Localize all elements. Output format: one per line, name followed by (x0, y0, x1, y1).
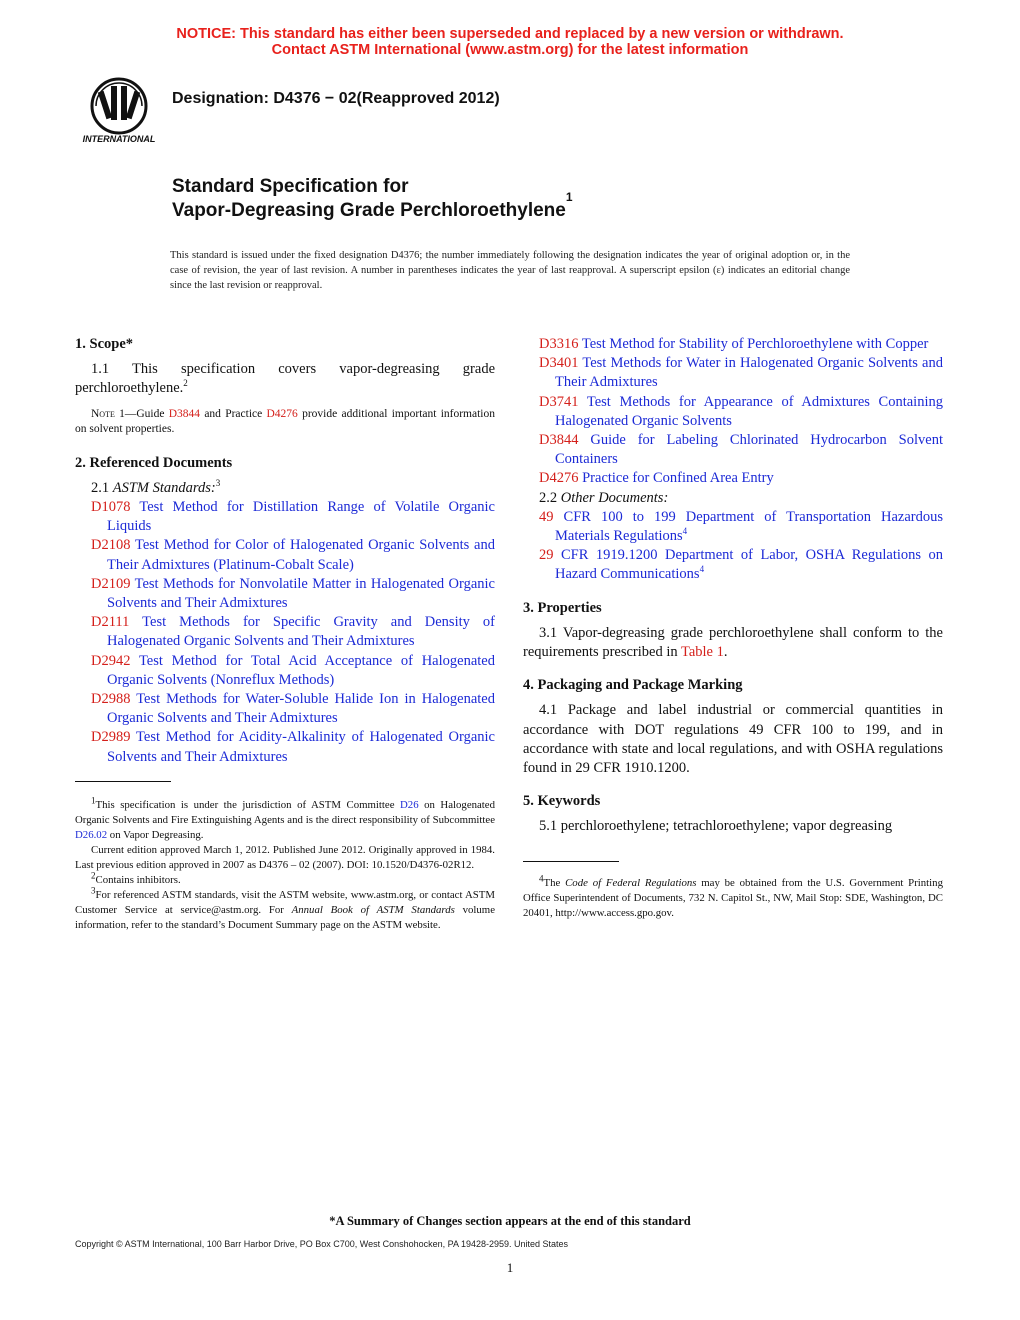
footnote-divider-right (523, 861, 619, 862)
copyright-line: Copyright © ASTM International, 100 Barr Harbor Drive, PO Box C700, West Conshohocken, PA 19428-2959. United States (75, 1239, 569, 1249)
document-title (172, 175, 573, 223)
fn3-text-b: volume information, refer to the standard’s Document Summary page on the ASTM website. (75, 903, 495, 931)
astm-logo-icon (76, 76, 162, 146)
note-text-c: provide additional important information on solvent properties. (75, 407, 495, 436)
right-footnotes (523, 873, 943, 921)
footnote-1 (75, 795, 495, 843)
astm-standards-footnote-ref: 3 (215, 477, 221, 488)
reference-item[interactable] (523, 354, 943, 392)
reference-item[interactable] (75, 613, 495, 651)
reference-item[interactable] (523, 393, 943, 431)
properties-text-a: 3.1 Vapor-degreasing grade perchloroethylene shall conform to the requirements prescribed in (523, 624, 943, 661)
scope-note (75, 407, 495, 438)
notice-line-2: Contact ASTM International (www.astm.org) for the latest information (271, 42, 749, 58)
reference-code-link[interactable]: D2109 (91, 575, 131, 592)
astm-standards-title: ASTM Standards: (112, 479, 216, 496)
reference-item[interactable] (75, 498, 495, 536)
reference-item[interactable] (523, 431, 943, 469)
reference-title[interactable]: Test Method for Stability of Perchloroethylene with Copper (578, 336, 929, 352)
section-keywords-heading: 5. Keywords (523, 793, 601, 810)
reference-code-link[interactable]: D3844 (539, 432, 579, 449)
reference-code-link[interactable]: D4276 (539, 470, 579, 487)
keywords-paragraph: 5.1 perchloroethylene; tetrachloroethylene; vapor degreasing (539, 818, 893, 835)
reference-footnote-ref: 4 (699, 564, 705, 575)
left-footnotes (75, 795, 495, 933)
reference-item[interactable] (523, 469, 943, 488)
reference-title[interactable]: Practice for Confined Area Entry (578, 470, 774, 487)
footnote-3 (75, 885, 495, 933)
reference-footnote-ref: 4 (682, 526, 688, 537)
note-text-a: —Guide (124, 407, 169, 420)
reference-item[interactable] (75, 652, 495, 690)
reference-code-link[interactable]: 29 (539, 547, 554, 564)
reference-title[interactable]: Test Methods for Specific Gravity and Density of Halogenated Organic Solvents and Their Admixtures (107, 614, 495, 650)
fn1-text-c: on Vapor Degreasing. (107, 828, 204, 841)
reference-code-link[interactable]: 49 (539, 508, 554, 525)
section-packaging-heading: 4. Packaging and Package Marking (523, 677, 743, 694)
other-reference-list (523, 508, 943, 585)
fn1-marker: 1 (91, 795, 96, 806)
fn4-italic: Code of Federal Regulations (565, 876, 697, 889)
reference-item[interactable] (523, 508, 943, 546)
fn4-marker: 4 (539, 873, 544, 884)
section-properties-heading: 3. Properties (523, 599, 602, 616)
scope-text: 1.1 This specification covers vapor-degreasing grade perchloroethylene. (75, 361, 495, 397)
note-link-d3844[interactable]: D3844 (168, 407, 201, 420)
title-footnote-ref: 1 (565, 190, 573, 204)
scope-paragraph (75, 360, 495, 398)
reference-code-link[interactable]: D3401 (539, 355, 579, 372)
fn2-text: Contains inhibitors. (95, 873, 181, 886)
other-documents-number: 2.2 (539, 489, 561, 506)
fn1-text-b: on Halogenated Organic Solvents and Fire Extinguishing Agents and is the direct responsibility of Subcommittee (75, 798, 495, 826)
reference-title[interactable]: Test Method for Distillation Range of Volatile Organic Liquids (107, 499, 495, 535)
withdrawal-notice (0, 26, 1020, 58)
reference-title[interactable]: Test Method for Total Acid Acceptance of Halogenated Organic Solvents (Nonreflux Methods) (107, 652, 495, 688)
fn3-marker: 3 (91, 885, 96, 896)
left-column (75, 335, 495, 933)
reference-item[interactable] (523, 546, 943, 584)
astm-reference-list-continued (523, 335, 943, 489)
footnote-4 (523, 873, 943, 921)
reference-title[interactable]: Test Methods for Water-Soluble Halide Ion in Halogenated Organic Solvents and Their Admixtures (107, 691, 495, 727)
reference-code-link[interactable]: D3316 (539, 336, 579, 352)
link-table-1[interactable]: Table 1 (680, 644, 724, 661)
scope-footnote-ref: 2 (183, 378, 188, 389)
footnote-divider (75, 781, 171, 782)
link-committee-d26[interactable]: D26 (400, 798, 419, 811)
reference-title[interactable]: Test Method for Acidity-Alkalinity of Halogenated Organic Solvents and Their Admixtures (107, 729, 495, 765)
notice-line-1: NOTICE: This standard has either been superseded and replaced by a new version or withdrawn. (176, 26, 844, 42)
other-documents-label (523, 489, 943, 508)
packaging-paragraph: 4.1 Package and label industrial or commercial quantities in accordance with DOT regulations 49 CFR 100 to 199, and in accordance with state and local regulations, and with OSHA regulations found in 29 CFR 1910.1200. (523, 702, 943, 777)
fn3-text-a: For referenced ASTM standards, visit the ASTM website, www.astm.org, or contact ASTM Customer Service at service@astm.org. For (75, 888, 495, 916)
note-link-d4276[interactable]: D4276 (266, 407, 298, 420)
reference-item[interactable] (75, 536, 495, 574)
fn4-text-b: may be obtained from the U.S. Government Printing Office Superintendent of Documents, 732 N. Capitol St., NW, Mail Stop: SDE, Washington, DC 20401, http://www.access.gpo.gov. (523, 876, 943, 919)
reference-title[interactable]: Test Methods for Appearance of Admixtures Containing Halogenated Organic Solvents (555, 393, 943, 429)
reference-code-link[interactable]: D1078 (91, 499, 131, 516)
reference-item[interactable] (75, 728, 495, 766)
title-line-1: Standard Specification for (172, 176, 409, 197)
note-label: Note 1 (91, 407, 125, 420)
fn1-text-a: This specification is under the jurisdiction of ASTM Committee (95, 798, 400, 811)
reference-title[interactable]: CFR 1919.1200 Department of Labor, OSHA Regulations on Hazard Communications (553, 547, 943, 583)
title-main: Vapor-Degreasing Grade Perchloroethylene (172, 200, 566, 221)
astm-standards-label (75, 479, 495, 498)
link-subcommittee-d2602[interactable]: D26.02 (75, 828, 108, 841)
title-line-2 (172, 190, 573, 223)
summary-of-changes-note: *A Summary of Changes section appears at the end of this standard (329, 1214, 691, 1228)
properties-paragraph (523, 624, 943, 662)
footnote-2 (75, 870, 495, 888)
reference-title[interactable]: Test Methods for Nonvolatile Matter in Halogenated Organic Solvents and Their Admixtures (107, 575, 495, 612)
fn2-marker: 2 (91, 870, 96, 881)
fn3-italic: Annual Book of ASTM Standards (291, 903, 455, 916)
right-column (523, 335, 943, 921)
astm-reference-list (75, 498, 495, 767)
section-scope-heading: 1. Scope* (75, 336, 133, 352)
other-documents-title: Other Documents: (560, 489, 669, 506)
reference-title[interactable]: CFR 100 to 199 Department of Transportation Hazardous Materials Regulations (553, 508, 943, 545)
designation: Designation: D4376 − 02(Reapproved 2012) (172, 90, 500, 107)
astm-standards-number: 2.1 (91, 479, 113, 496)
reference-code-link[interactable]: D2108 (91, 537, 131, 554)
page-number: 1 (506, 1260, 514, 1275)
reference-title[interactable]: Test Method for Color of Halogenated Organic Solvents and Their Admixtures (Platinum-Cobalt Scale) (107, 537, 495, 573)
section-refdocs-heading: 2. Referenced Documents (75, 454, 233, 471)
reference-title[interactable]: Test Methods for Water in Halogenated Organic Solvents and Their Admixtures (555, 355, 943, 391)
reference-code-link[interactable]: D2942 (91, 652, 131, 669)
note-text-b: and Practice (200, 407, 267, 420)
fn4-text-a: The (543, 876, 566, 889)
logo-wordmark: INTERNATIONAL (82, 134, 156, 144)
issuance-statement: This standard is issued under the fixed designation D4376; the number immediately following the designation indicates the year of original adoption or, in the case of revision, the year of last revision. A number in parentheses indicates the year of last reapproval. A superscript epsilon (ε) indicates an editorial change since the last revision or reapproval. (170, 250, 850, 291)
reference-code-link[interactable]: D2988 (91, 691, 131, 708)
reference-item[interactable] (75, 575, 495, 613)
reference-code-link[interactable]: D3741 (539, 393, 579, 410)
reference-item[interactable] (75, 690, 495, 728)
properties-text-b: . (723, 644, 728, 661)
reference-item[interactable] (523, 335, 943, 354)
astm-logo (76, 76, 162, 146)
footnote-1-edition: Current edition approved March 1, 2012. Published June 2012. Originally approved in 1984. Last previous edition approved in 2007 as D4376 – 02 (2007). DOI: 10.1520/D4376-02R12. (75, 843, 495, 871)
reference-title[interactable]: Guide for Labeling Chlorinated Hydrocarbon Solvent Containers (555, 432, 943, 468)
reference-code-link[interactable]: D2989 (91, 729, 131, 746)
reference-code-link[interactable]: D2111 (91, 614, 130, 631)
